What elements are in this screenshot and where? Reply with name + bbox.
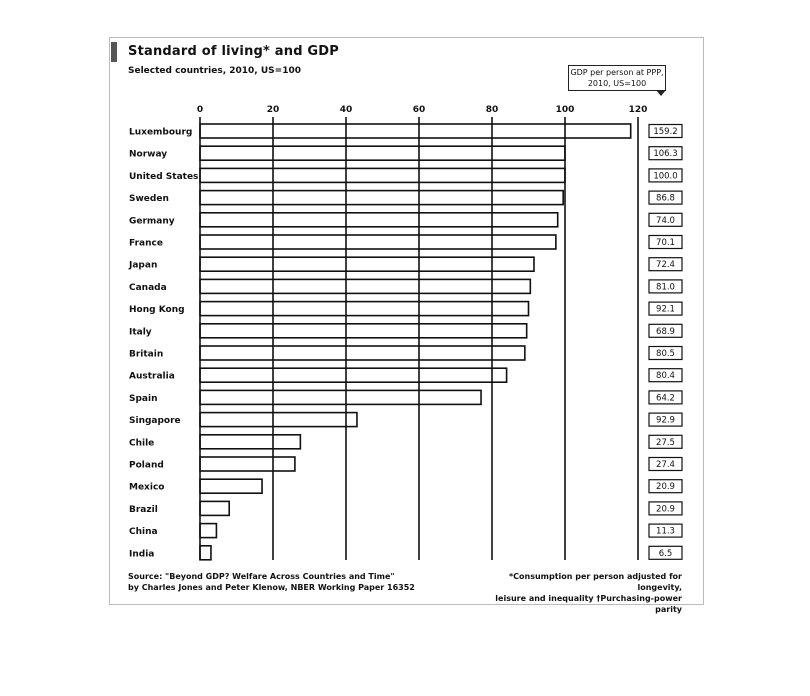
country-label: Britain xyxy=(129,349,164,360)
bar xyxy=(200,546,211,560)
x-tick-label: 0 xyxy=(196,105,204,115)
country-label: France xyxy=(129,238,163,249)
bar xyxy=(200,479,262,493)
bar xyxy=(200,191,563,205)
x-tick-label: 20 xyxy=(266,105,280,115)
gdp-value-label: 92.1 xyxy=(656,304,675,315)
bar xyxy=(200,346,525,360)
bar xyxy=(200,324,527,338)
gdp-value-label: 80.4 xyxy=(656,371,675,382)
bar xyxy=(200,302,529,316)
gdp-value-label: 11.3 xyxy=(656,526,675,537)
bar xyxy=(200,279,530,293)
gdp-value-label: 20.9 xyxy=(656,504,675,515)
country-label: Spain xyxy=(129,393,158,404)
gdp-value-label: 6.5 xyxy=(658,548,673,559)
source-note xyxy=(128,571,415,593)
chart-title: Standard of living* and GDP xyxy=(128,44,340,59)
chart-subtitle: Selected countries, 2010, US=100 xyxy=(128,66,301,76)
bar xyxy=(200,390,481,404)
gdp-value-label: 68.9 xyxy=(656,326,675,337)
country-label: Singapore xyxy=(129,416,181,427)
bar xyxy=(200,168,565,182)
gdp-value-label: 100.0 xyxy=(653,171,678,182)
country-label: Canada xyxy=(129,282,167,293)
x-tick-label: 100 xyxy=(555,105,575,115)
gdp-value-label: 27.4 xyxy=(656,460,675,470)
country-label: Chile xyxy=(129,438,155,449)
bar xyxy=(200,368,507,382)
bar xyxy=(200,435,300,449)
country-label: Brazil xyxy=(129,504,158,515)
x-tick-label: 40 xyxy=(339,105,353,115)
gdp-value-label: 81.0 xyxy=(656,282,675,293)
bar xyxy=(200,213,558,227)
country-label: Luxembourg xyxy=(129,127,193,138)
country-label: Italy xyxy=(129,327,152,338)
country-label: United States xyxy=(129,171,199,182)
gdp-value-label: 74.0 xyxy=(656,215,675,226)
bar xyxy=(200,146,565,160)
gdp-value-label: 106.3 xyxy=(653,149,678,160)
gdp-value-label: 92.9 xyxy=(656,415,675,426)
bar xyxy=(200,413,357,427)
country-label: Japan xyxy=(129,260,158,271)
gdp-legend-line-1: GDP per person at PPP, xyxy=(570,68,664,77)
gdp-value-label: 64.2 xyxy=(656,393,675,404)
country-label: Hong Kong xyxy=(129,305,185,316)
gdp-value-label: 86.8 xyxy=(656,193,675,204)
country-label: Sweden xyxy=(129,194,169,205)
country-label: Australia xyxy=(129,371,175,382)
country-label: Mexico xyxy=(129,482,165,493)
bar xyxy=(200,124,631,138)
country-label: China xyxy=(129,527,158,538)
bar xyxy=(200,457,295,471)
footnote-line-2: leisure and inequality †Purchasing-power parity xyxy=(495,594,682,614)
gdp-value-label: 27.5 xyxy=(656,437,675,448)
source-line-1: Source: "Beyond GDP? Welfare Across Countries and Time" xyxy=(128,572,395,581)
bar xyxy=(200,235,556,249)
footnote-line-1: *Consumption per person adjusted for longevity, xyxy=(508,572,682,592)
country-label: Norway xyxy=(129,149,168,160)
gdp-value-label: 20.9 xyxy=(656,482,675,493)
gdp-value-label: 70.1 xyxy=(656,238,675,248)
gdp-legend-line-2: 2010, US=100 xyxy=(587,79,647,88)
footnote xyxy=(476,571,682,615)
country-label: Germany xyxy=(129,216,175,227)
gdp-value-label: 159.2 xyxy=(653,127,678,137)
bar xyxy=(200,257,534,271)
gdp-value-label: 80.5 xyxy=(656,349,675,359)
x-tick-label: 60 xyxy=(412,105,426,115)
gdp-value-label: 72.4 xyxy=(656,260,675,271)
bar xyxy=(200,501,229,515)
country-label: India xyxy=(129,549,155,560)
x-tick-label: 120 xyxy=(628,105,648,115)
x-tick-label: 80 xyxy=(485,105,499,115)
country-label: Poland xyxy=(129,460,164,471)
source-line-2: by Charles Jones and Peter Klenow, NBER Working Paper 16352 xyxy=(128,583,415,592)
bar xyxy=(200,524,216,538)
